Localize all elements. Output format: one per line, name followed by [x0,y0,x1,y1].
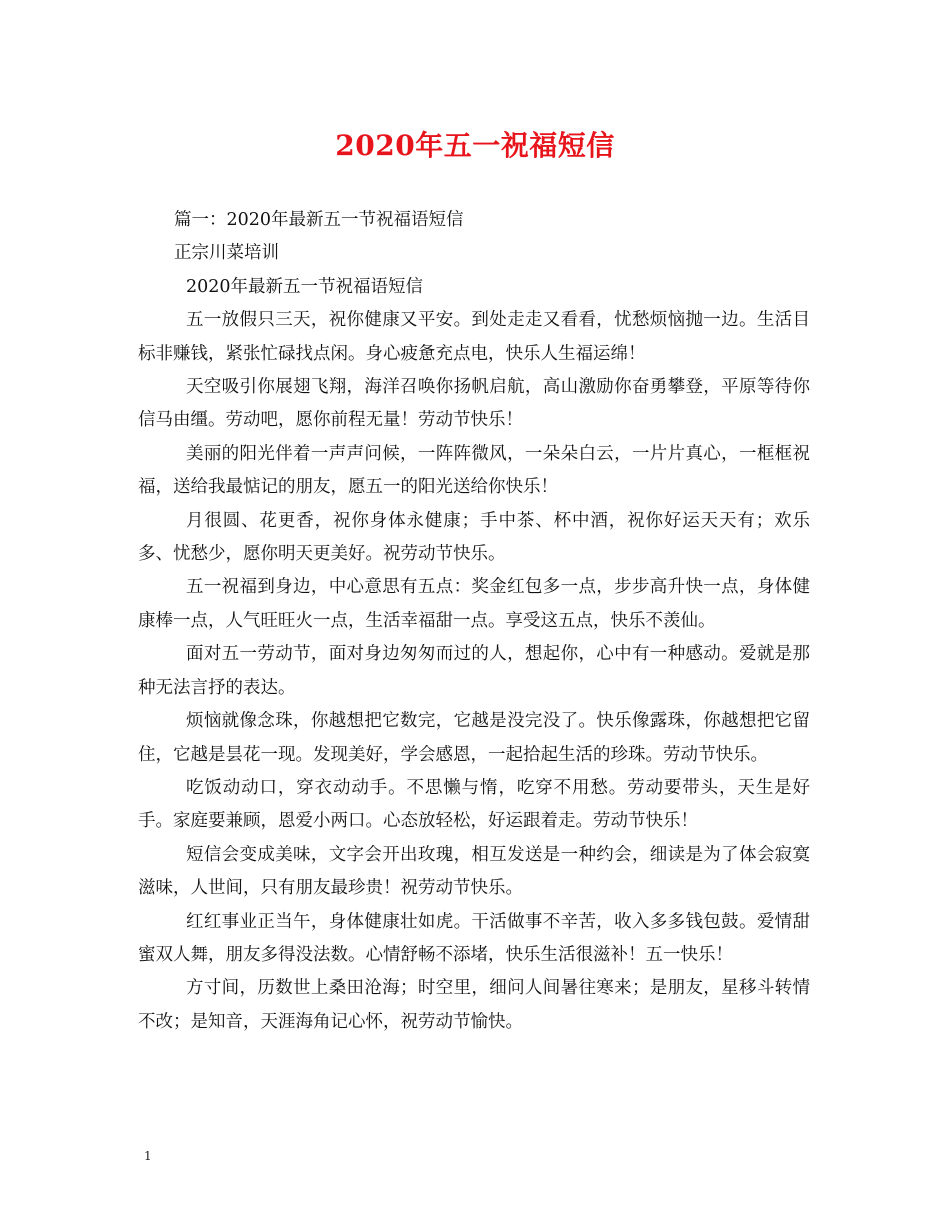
paragraph: 五一放假只三天，祝你健康又平安。到处走走又看看，忧愁烦恼抛一边。生活目标非赚钱，紧张忙碌找点闲。身心疲惫充点电，快乐人生福运绵！ [138,310,810,364]
section-heading: 篇一：2020年最新五一节祝福语短信 [174,210,464,230]
paragraph: 面对五一劳动节，面对身边匆匆而过的人，想起你，心中有一种感动。爱就是那种无法言抒的表达。 [138,644,810,698]
subtitle-line: 2020年最新五一节祝福语短信 [186,276,424,297]
paragraph: 短信会变成美味，文字会开出玫瑰，相互发送是一种约会，细读是为了体会寂寞滋味，人世间，只有朋友最珍贵！祝劳动节快乐。 [138,844,810,899]
paragraph: 天空吸引你展翅飞翔，海洋召唤你扬帆启航，高山激励你奋勇攀登，平原等待你信马由缰。劳动吧，愿你前程无量！劳动节快乐！ [138,377,810,431]
paragraph: 月很圆、花更香，祝你身体永健康；手中茶、杯中酒，祝你好运天天有；欢乐多、忧愁少，愿你明天更美好。祝劳动节快乐。 [138,510,810,565]
paragraph: 吃饭动动口，穿衣动动手。不思懒与惰，吃穿不用愁。劳动要带头，天生是好手。家庭要兼顾，恩爱小两口。心态放轻松，好运跟着走。劳动节快乐！ [138,777,810,832]
document-title: 2020年五一祝福短信 [335,129,615,162]
paragraph: 美丽的阳光伴着一声声问候，一阵阵微风，一朵朵白云，一片片真心，一框框祝福，送给我最惦记的朋友，愿五一的阳光送给你快乐！ [138,443,810,498]
paragraph: 红红事业正当午，身体健康壮如虎。干活做事不辛苦，收入多多钱包鼓。爱情甜蜜双人舞，朋友多得没法数。心情舒畅不添堵，快乐生活很滋补！五一快乐！ [138,911,810,965]
paragraph: 五一祝福到身边，中心意思有五点：奖金红包多一点，步步高升快一点，身体健康棒一点，人气旺旺火一点，生活幸福甜一点。享受这五点，快乐不羡仙。 [138,577,810,631]
paragraph: 烦恼就像念珠，你越想把它数完，它越是没完没了。快乐像露珠，你越想把它留住，它越是昙花一现。发现美好，学会感恩，一起拾起生活的珍珠。劳动节快乐。 [138,711,810,765]
paragraph: 方寸间，历数世上桑田沧海；时空里，细问人间暑往寒来；是朋友，星移斗转情不改；是知音，天涯海角记心怀，祝劳动节愉快。 [138,978,810,1032]
source-line: 正宗川菜培训 [174,243,279,264]
page-number: 1 [144,1149,152,1163]
document-body [138,204,810,1039]
